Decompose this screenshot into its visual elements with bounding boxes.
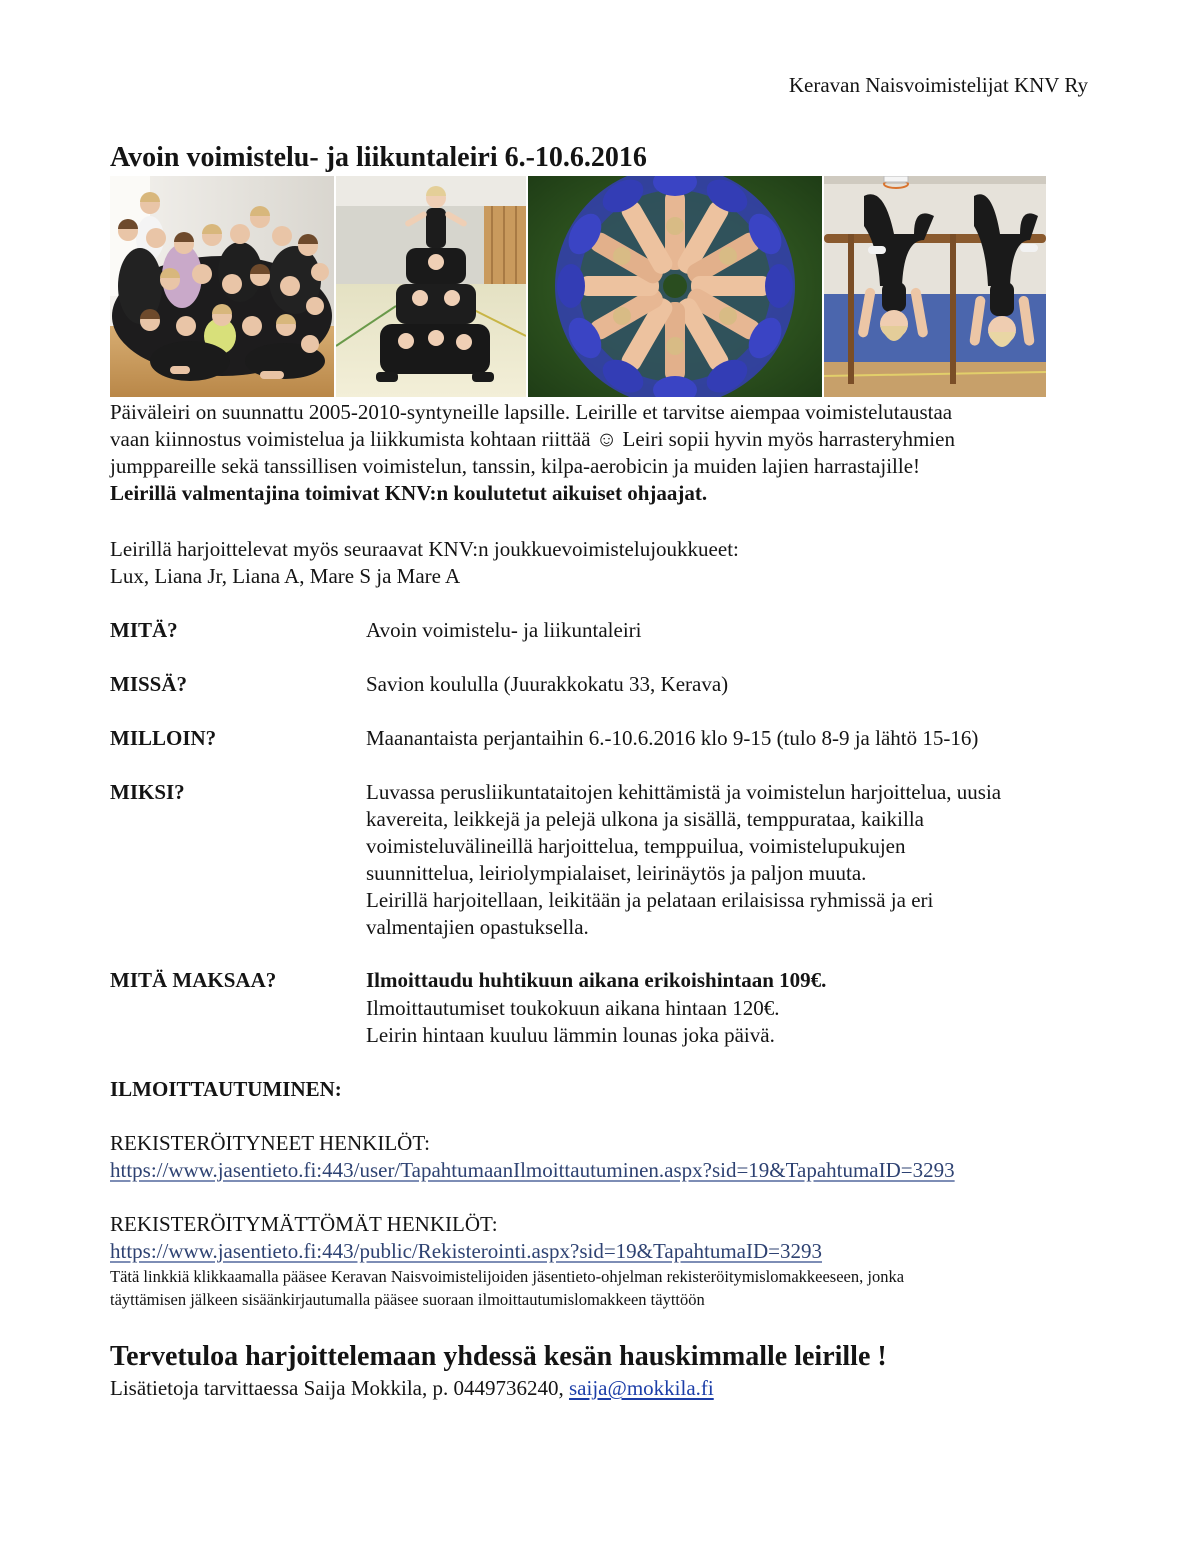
detail-value-where — [366, 671, 728, 698]
detail-line: kavereita, leikkejä ja pelejä ulkona ja sisällä, temppurataa, kaikilla — [366, 807, 925, 831]
photo-pyramid-image — [336, 176, 526, 397]
photo-group-of-gymnasts — [110, 176, 334, 397]
photo-group-image — [110, 176, 334, 397]
detail-line: Maanantaista perjantaihin 6.-10.6.2016 klo 9-15 (tulo 8-9 ja lähtö 15-16) — [366, 726, 979, 750]
intro-coaches-line: Leirillä valmentajina toimivat KNV:n koulutetut aikuiset ohjaajat. — [110, 481, 708, 505]
intro-line: Päiväleiri on suunnattu 2005-2010-syntyneille lapsille. Leirille et tarvitse aiempaa voimistelutaustaa — [110, 400, 953, 424]
teams-paragraph — [110, 536, 739, 590]
detail-line: Avoin voimistelu- ja liikuntaleiri — [366, 618, 642, 642]
detail-label-price: MITÄ MAKSAA? — [110, 968, 277, 992]
photo-bars-image — [824, 176, 1046, 397]
detail-value-price — [366, 967, 826, 1050]
photo-hanging-from-bars — [824, 176, 1046, 397]
registered-registration-link[interactable]: https://www.jasentieto.fi:443/user/TapahtumaanIlmoittautuminen.aspx?sid=19&TapahtumaID=3293 — [110, 1158, 955, 1182]
registration-note — [110, 1265, 904, 1311]
detail-value-why — [366, 779, 1001, 941]
photo-hands-image — [528, 176, 822, 397]
teams-list: Lux, Liana Jr, Liana A, Mare S ja Mare A — [110, 564, 461, 588]
detail-line: voimisteluvälineillä harjoittelua, temppuilua, voimistelupukujen — [366, 834, 906, 858]
detail-line: Ilmoittautumiset toukokuun aikana hintaan 120€. — [366, 995, 780, 1020]
detail-line: Leirin hintaan kuuluu lämmin lounas joka päivä. — [366, 1023, 775, 1047]
detail-label-when: MILLOIN? — [110, 726, 217, 750]
detail-value-when — [366, 725, 978, 752]
contact-line — [110, 1375, 714, 1402]
detail-label-where: MISSÄ? — [110, 672, 188, 696]
teams-intro: Leirillä harjoittelevat myös seuraavat KNV:n joukkuevoimistelujoukkueet: — [110, 537, 739, 561]
detail-line: Leirillä harjoitellaan, leikitään ja pelataan erilaisissa ryhmissä ja eri — [366, 888, 934, 912]
photo-human-pyramid — [336, 176, 526, 397]
detail-line: suunnittelua, leiriolympialaiset, leirinäytös ja paljon muuta. — [366, 861, 867, 885]
early-price-line: Ilmoittaudu huhtikuun aikana erikoishintaan 109€. — [366, 968, 827, 992]
photo-circle-of-hands — [528, 176, 822, 397]
detail-line: Savion koululla (Juurakkokatu 33, Kerava) — [366, 672, 729, 696]
unregistered-registration-link[interactable]: https://www.jasentieto.fi:443/public/Rekisterointi.aspx?sid=19&TapahtumaID=3293 — [110, 1239, 823, 1263]
detail-value-what — [366, 617, 641, 644]
intro-paragraph — [110, 399, 955, 507]
detail-label-what: MITÄ? — [110, 618, 178, 642]
welcome-heading: Tervetuloa harjoittelemaan yhdessä kesän hauskimmalle leirille ! — [110, 1341, 887, 1372]
intro-line: vaan kiinnostus voimistelua ja liikkumista kohtaan riittää ☺ Leiri sopii hyvin myös harrasteryhmien — [110, 427, 955, 451]
registration-note-line: Tätä linkkiä klikkaamalla pääsee Keravan Naisvoimistelijoiden jäsentieto-ohjelman rekisteröitymislomakkeeseen, jonka — [110, 1267, 905, 1286]
unregistered-label: REKISTERÖITYMÄTTÖMÄT HENKILÖT: — [110, 1212, 498, 1236]
registered-label: REKISTERÖITYNEET HENKILÖT: — [110, 1131, 430, 1155]
contact-email-link[interactable]: saija@mokkila.fi — [569, 1376, 714, 1400]
contact-text: Lisätietoja tarvittaessa Saija Mokkila, p. 0449736240, — [110, 1376, 569, 1400]
detail-line: valmentajien opastuksella. — [366, 915, 589, 939]
photo-strip — [110, 176, 1046, 397]
registration-note-line: täyttämisen jälkeen sisäänkirjautumalla pääsee suoraan ilmoittautumislomakkeen täyttöön — [110, 1290, 705, 1309]
organization-name: Keravan Naisvoimistelijat KNV Ry — [788, 73, 1088, 97]
registration-heading: ILMOITTAUTUMINEN: — [110, 1077, 342, 1101]
detail-line: Luvassa perusliikuntataitojen kehittämistä ja voimistelun harjoittelua, uusia — [366, 780, 1002, 804]
detail-label-why: MIKSI? — [110, 780, 185, 804]
page-title: Avoin voimistelu- ja liikuntaleiri 6.-10.6.2016 — [110, 142, 647, 173]
intro-line: jumppareille sekä tanssillisen voimistelun, tanssin, kilpa-aerobicin ja muiden lajien harrastajille! — [110, 454, 921, 478]
